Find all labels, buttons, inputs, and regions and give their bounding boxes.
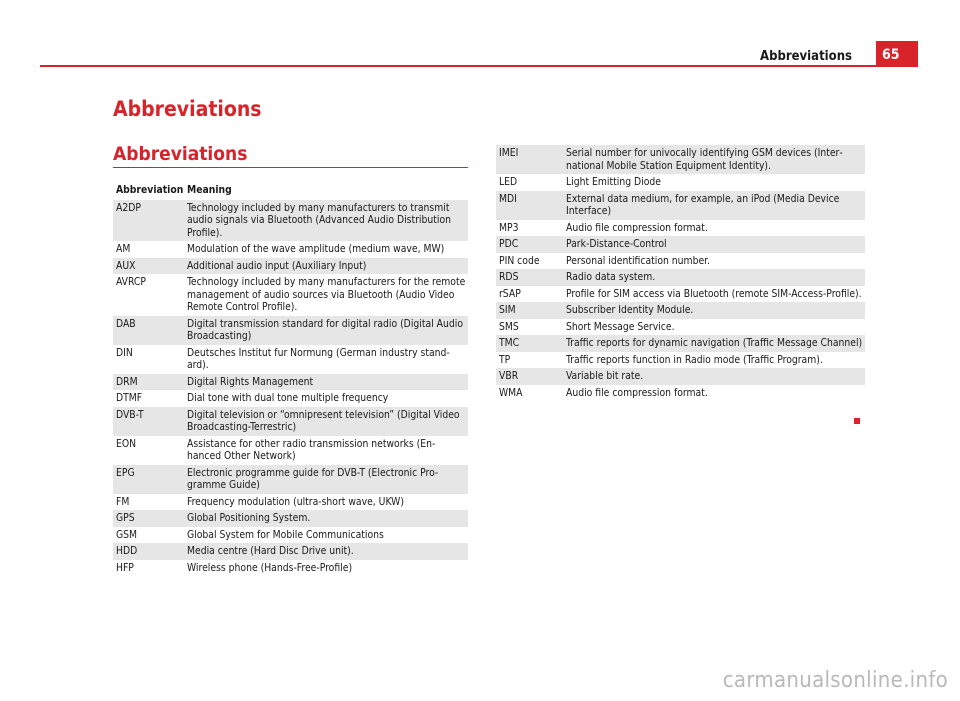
meaning-cell: Global System for Mobile Communications xyxy=(187,528,384,541)
table-row xyxy=(113,200,468,242)
abbreviation-cell: DRM xyxy=(113,374,184,391)
meaning-cell: Short Message Service. xyxy=(566,320,675,333)
abbreviation-cell: VBR xyxy=(496,368,563,385)
meaning-cell: Audio file compression format. xyxy=(566,386,708,399)
abbreviation-cell: LED xyxy=(499,176,518,188)
right-table-body xyxy=(496,145,865,401)
abbreviation-cell: GSM xyxy=(116,528,138,541)
meaning-cell: Technology included by many manufacturers to transmit audio signals via Bluetooth (Advanced Audio Distribution Profile). xyxy=(184,200,468,242)
table-row xyxy=(113,316,468,345)
table-row xyxy=(113,345,468,374)
abbreviation-cell: DAB xyxy=(113,316,184,345)
meaning-cell: Subscriber Identity Module. xyxy=(563,302,865,319)
abbreviation-cell: DIN xyxy=(116,346,133,359)
meaning-cell: Digital television or “omnipresent television” (Digital Video Broadcasting-Terrestric) xyxy=(184,407,468,436)
watermark: carmanualsonline.info xyxy=(722,668,948,693)
abbreviation-cell: EPG xyxy=(113,465,184,494)
meaning-cell: Modulation of the wave amplitude (medium wave, MW) xyxy=(187,243,445,255)
abbreviation-cell: GPS xyxy=(113,510,184,527)
table-row xyxy=(496,286,865,303)
abbreviation-cell: rSAP xyxy=(499,287,521,300)
abbreviation-cell: TP xyxy=(499,353,511,366)
abbreviation-cell: DVB-T xyxy=(113,407,184,436)
meaning-cell: Audio file compression format. xyxy=(566,221,708,234)
abbreviation-cell: MP3 xyxy=(499,221,519,234)
meaning-cell: Traffic reports for dynamic navigation (Traffic Message Channel) xyxy=(563,335,865,352)
table-row xyxy=(496,335,865,352)
table-row xyxy=(113,494,468,511)
table-row xyxy=(496,302,865,319)
section-end-marker xyxy=(854,418,860,424)
meaning-cell: Deutsches Institut fur Normung (German industry standard). xyxy=(187,346,450,371)
abbreviation-cell: HFP xyxy=(116,561,134,574)
abbreviation-cell: PIN code xyxy=(499,254,540,267)
table-row xyxy=(496,253,865,270)
section-underline xyxy=(113,167,468,168)
abbreviation-cell: AUX xyxy=(113,258,184,275)
abbreviation-cell: EON xyxy=(116,437,137,450)
meaning-cell: Dial tone with dual tone multiple frequency xyxy=(187,392,389,404)
table-row xyxy=(496,220,865,237)
meaning-cell: Traffic reports function in Radio mode (Traffic Program). xyxy=(566,353,823,366)
column-header-meaning: Meaning xyxy=(187,184,232,196)
table-row xyxy=(113,241,468,258)
table-row xyxy=(113,510,468,527)
abbreviation-cell: A2DP xyxy=(113,200,184,242)
meaning-cell: External data medium, for example, an iPod (Media Device Interface) xyxy=(563,191,865,220)
meaning-cell: Electronic programme guide for DVB-T (Electronic Programme Guide) xyxy=(184,465,468,494)
table-row xyxy=(496,319,865,336)
table-row xyxy=(113,436,468,465)
header-rule xyxy=(40,65,918,67)
abbreviation-cell: RDS xyxy=(496,269,563,286)
abbreviations-table-left xyxy=(113,182,468,576)
table-row xyxy=(113,465,468,494)
table-row xyxy=(113,390,468,407)
abbreviation-cell: DTMF xyxy=(116,392,143,404)
meaning-cell: Personal identification number. xyxy=(566,254,710,267)
table-header-row xyxy=(113,182,468,200)
abbreviation-cell: FM xyxy=(116,495,130,508)
meaning-cell: Wireless phone (Hands-Free-Profile) xyxy=(187,561,353,574)
meaning-cell: Global Positioning System. xyxy=(184,510,468,527)
abbreviation-cell: SIM xyxy=(496,302,563,319)
abbreviation-cell: MDI xyxy=(496,191,563,220)
table-row xyxy=(496,236,865,253)
abbreviation-cell: TMC xyxy=(496,335,563,352)
page-number-badge: 65 xyxy=(876,41,918,67)
table-row xyxy=(113,543,468,560)
table-row xyxy=(113,374,468,391)
meaning-cell: Variable bit rate. xyxy=(563,368,865,385)
meaning-cell: Light Emitting Diode xyxy=(566,176,661,188)
abbreviation-cell: SMS xyxy=(499,320,519,333)
table-row xyxy=(496,269,865,286)
table-row xyxy=(496,174,865,191)
meaning-cell: Assistance for other radio transmission networks (Enhanced Other Network) xyxy=(187,437,436,462)
meaning-cell: Frequency modulation (ultra-short wave, UKW) xyxy=(187,495,404,508)
table-row xyxy=(113,274,468,316)
meaning-cell: Digital transmission standard for digital radio (Digital Audio Broadcasting) xyxy=(184,316,468,345)
abbreviation-cell: IMEI xyxy=(496,145,563,174)
left-table-body xyxy=(113,200,468,577)
section-title: Abbreviations xyxy=(113,143,248,165)
table-row xyxy=(113,258,468,275)
meaning-cell: Media centre (Hard Disc Drive unit). xyxy=(184,543,468,560)
abbreviation-cell: HDD xyxy=(113,543,184,560)
meaning-cell: Park-Distance-Control xyxy=(563,236,865,253)
table-row xyxy=(496,352,865,369)
meaning-cell: Serial number for univocally identifying GSM devices (International Mobile Station Equipment Identity). xyxy=(563,145,865,174)
abbreviation-cell: AM xyxy=(116,243,131,255)
table-row xyxy=(496,191,865,220)
meaning-cell: Technology included by many manufacturers for the remote management of audio sources via Bluetooth (Audio Video Remote Control Profile). xyxy=(187,276,466,313)
table-row xyxy=(496,385,865,402)
abbreviation-cell: PDC xyxy=(496,236,563,253)
chapter-title: Abbreviations xyxy=(113,97,262,121)
meaning-cell: Digital Rights Management xyxy=(184,374,468,391)
table-row xyxy=(113,407,468,436)
meaning-cell: Additional audio input (Auxiliary Input) xyxy=(184,258,468,275)
meaning-cell: Radio data system. xyxy=(563,269,865,286)
abbreviation-cell: WMA xyxy=(499,386,523,399)
abbreviation-cell: AVRCP xyxy=(116,276,146,288)
meaning-cell: Profile for SIM access via Bluetooth (remote SIM-Access-Profile). xyxy=(566,287,862,300)
table-row xyxy=(113,527,468,544)
table-row xyxy=(113,560,468,577)
table-row xyxy=(496,145,865,174)
running-header-title: Abbreviations xyxy=(760,49,852,64)
abbreviations-table-right xyxy=(496,145,865,401)
column-header-abbreviation: Abbreviation xyxy=(116,184,184,196)
table-row xyxy=(496,368,865,385)
